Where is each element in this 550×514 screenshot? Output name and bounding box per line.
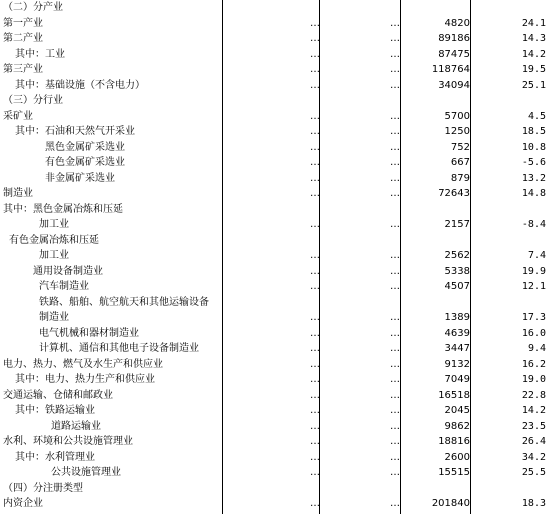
row-label: （三）分行业 — [3, 95, 63, 106]
cell-value: … — [310, 48, 320, 60]
cell-value: … — [310, 281, 320, 292]
table-row — [0, 343, 550, 359]
cell-value: 26.4 — [521, 436, 546, 447]
cell-value: … — [310, 436, 320, 447]
cell-value: … — [390, 467, 400, 478]
cell-value: … — [310, 389, 320, 401]
cell-value: … — [390, 389, 400, 401]
cell-value: 72643 — [438, 188, 470, 199]
cell-value: -5.6 — [521, 157, 546, 168]
cell-value: … — [390, 374, 400, 385]
cell-value: 14.2 — [521, 405, 546, 416]
table-row — [0, 405, 550, 421]
cell-value: … — [310, 110, 320, 122]
cell-value: 4507 — [444, 281, 470, 292]
table-row — [0, 142, 550, 158]
cell-value: 667 — [450, 157, 470, 168]
row-label: 交通运输、仓储和邮政业 — [3, 389, 113, 401]
row-label: 制造业 — [3, 188, 33, 199]
row-label: 加工业 — [39, 250, 69, 261]
table-row — [0, 33, 550, 49]
cell-value: … — [310, 343, 320, 354]
cell-value: 12.1 — [521, 281, 546, 292]
cell-value: … — [390, 451, 400, 463]
row-label: 第三产业 — [3, 64, 43, 75]
row-label: 加工业 — [39, 219, 69, 230]
cell-value: … — [310, 358, 320, 370]
cell-value: 3447 — [444, 343, 470, 354]
cell-value: … — [390, 172, 400, 184]
cell-value: 19.5 — [521, 64, 546, 75]
table-row — [0, 374, 550, 390]
cell-value: 4639 — [444, 327, 470, 339]
table-row — [0, 436, 550, 452]
table-row — [0, 328, 550, 344]
cell-value: 14.3 — [521, 33, 546, 44]
table-row — [0, 173, 550, 189]
row-label: 第一产业 — [3, 17, 43, 29]
table-row — [0, 452, 550, 468]
row-label: 其中：基础设施（不含电力） — [15, 79, 145, 91]
cell-value: … — [310, 64, 320, 75]
row-label: 有色金属冶炼和压延 — [9, 234, 99, 246]
row-label: 其中：石油和天然气开采业 — [15, 126, 135, 137]
cell-value: 18816 — [438, 436, 470, 447]
cell-value: … — [390, 405, 400, 416]
cell-value: … — [390, 33, 400, 44]
cell-value: … — [310, 250, 320, 261]
row-label: 内资企业 — [3, 498, 43, 509]
table-row — [0, 2, 550, 18]
row-label: 第二产业 — [3, 33, 43, 44]
table-row — [0, 64, 550, 80]
cell-value: 1250 — [444, 126, 470, 137]
cell-value: 25.5 — [521, 467, 546, 478]
cell-value: … — [310, 405, 320, 416]
table-row — [0, 49, 550, 65]
table-row — [0, 95, 550, 111]
cell-value: 18.3 — [521, 498, 546, 509]
cell-value: 19.0 — [521, 374, 546, 385]
row-label: 黑色金属矿采选业 — [45, 141, 125, 153]
cell-value: 89186 — [438, 33, 470, 44]
cell-value: 10.8 — [521, 141, 546, 153]
cell-value: 15515 — [438, 467, 470, 478]
cell-value: … — [390, 250, 400, 261]
cell-value: 2600 — [444, 451, 470, 463]
row-label: （四）分注册类型 — [3, 482, 83, 494]
cell-value: … — [390, 281, 400, 292]
cell-value: 5338 — [444, 265, 470, 277]
cell-value: … — [310, 374, 320, 385]
row-label: 其中：电力、热力生产和供应业 — [15, 374, 155, 385]
table-row — [0, 157, 550, 173]
cell-value: … — [310, 312, 320, 323]
cell-value: … — [310, 126, 320, 137]
table-row — [0, 359, 550, 375]
cell-value: … — [390, 48, 400, 60]
row-label: 其中：黑色金属冶炼和压延 — [3, 203, 123, 215]
cell-value: 2045 — [444, 405, 470, 416]
cell-value: … — [310, 157, 320, 168]
cell-value: … — [390, 420, 400, 432]
cell-value: 34094 — [438, 79, 470, 91]
cell-value: 13.2 — [521, 172, 546, 184]
cell-value: 24.1 — [521, 17, 546, 29]
table-row — [0, 126, 550, 142]
row-label: 电力、热力、燃气及水生产和供应业 — [3, 358, 163, 370]
table-row — [0, 111, 550, 127]
cell-value: 16518 — [438, 389, 470, 401]
cell-value: 25.1 — [521, 79, 546, 91]
row-label: 汽车制造业 — [39, 281, 89, 292]
cell-value: 879 — [450, 172, 470, 184]
cell-value: 2562 — [444, 250, 470, 261]
table-row — [0, 498, 550, 514]
cell-value: … — [310, 451, 320, 463]
cell-value: 22.8 — [521, 389, 546, 401]
row-label: 有色金属矿采选业 — [45, 157, 125, 168]
table-row — [0, 219, 550, 235]
cell-value: … — [390, 358, 400, 370]
cell-value: … — [390, 265, 400, 277]
table-row — [0, 421, 550, 437]
table-row — [0, 281, 550, 297]
cell-value: … — [390, 498, 400, 509]
cell-value: 87475 — [438, 48, 470, 60]
row-label: 制造业 — [39, 312, 69, 323]
table-row — [0, 483, 550, 499]
cell-value: … — [390, 64, 400, 75]
cell-value: 5700 — [444, 110, 470, 122]
cell-value: 18.5 — [521, 126, 546, 137]
cell-value: 201840 — [431, 498, 470, 509]
row-label: 通用设备制造业 — [33, 265, 103, 277]
table-row — [0, 204, 550, 220]
cell-value: … — [390, 17, 400, 29]
row-label: （二）分产业 — [3, 2, 63, 13]
cell-value: … — [310, 219, 320, 230]
cell-value: … — [390, 219, 400, 230]
table-row — [0, 297, 550, 313]
cell-value: … — [310, 141, 320, 153]
cell-value: … — [310, 420, 320, 432]
cell-value: … — [310, 17, 320, 29]
table-row — [0, 266, 550, 282]
cell-value: … — [310, 33, 320, 44]
row-label: 非金属矿采选业 — [45, 172, 115, 184]
cell-value: -8.4 — [521, 219, 546, 230]
cell-value: 4820 — [444, 17, 470, 29]
cell-value: 9.4 — [527, 343, 546, 354]
row-label: 铁路、船舶、航空航天和其他运输设备 — [39, 296, 209, 308]
cell-value: … — [310, 498, 320, 509]
cell-value: 14.2 — [521, 48, 546, 60]
cell-value: … — [390, 312, 400, 323]
cell-value: … — [390, 436, 400, 447]
cell-value: … — [390, 343, 400, 354]
cell-value: 1389 — [444, 312, 470, 323]
cell-value: 16.2 — [521, 358, 546, 370]
cell-value: 4.5 — [527, 110, 546, 122]
table-row — [0, 467, 550, 483]
table-row — [0, 250, 550, 266]
cell-value: … — [390, 327, 400, 339]
cell-value: 34.2 — [521, 451, 546, 463]
row-label: 公共设施管理业 — [51, 467, 121, 478]
cell-value: … — [390, 157, 400, 168]
cell-value: … — [310, 188, 320, 199]
cell-value: 9132 — [444, 358, 470, 370]
table-row — [0, 390, 550, 406]
cell-value: 9862 — [444, 420, 470, 432]
row-label: 采矿业 — [3, 110, 33, 122]
row-label: 其中：水利管理业 — [15, 451, 95, 463]
cell-value: 16.0 — [521, 327, 546, 339]
cell-value: … — [390, 110, 400, 122]
table-row — [0, 80, 550, 96]
cell-value: … — [390, 126, 400, 137]
cell-value: 17.3 — [521, 312, 546, 323]
cell-value: 7.4 — [527, 250, 546, 261]
row-label: 电气机械和器材制造业 — [39, 327, 139, 339]
row-label: 道路运输业 — [51, 420, 101, 432]
cell-value: … — [310, 172, 320, 184]
row-label: 其中：铁路运输业 — [15, 405, 95, 416]
table-row — [0, 235, 550, 251]
table-row — [0, 188, 550, 204]
row-label: 其中：工业 — [15, 48, 65, 60]
cell-value: … — [310, 265, 320, 277]
cell-value: … — [310, 79, 320, 91]
cell-value: … — [310, 467, 320, 478]
row-label: 计算机、通信和其他电子设备制造业 — [39, 343, 199, 354]
cell-value: 19.9 — [521, 265, 546, 277]
cell-value: … — [390, 141, 400, 153]
cell-value: 23.5 — [521, 420, 546, 432]
cell-value: 7049 — [444, 374, 470, 385]
cell-value: 2157 — [444, 219, 470, 230]
row-label: 水利、环境和公共设施管理业 — [3, 436, 133, 447]
cell-value: 118764 — [431, 64, 470, 75]
cell-value: … — [390, 79, 400, 91]
table-row — [0, 312, 550, 328]
cell-value: … — [390, 188, 400, 199]
cell-value: 752 — [450, 141, 470, 153]
table-row — [0, 18, 550, 34]
cell-value: … — [310, 327, 320, 339]
cell-value: 14.8 — [521, 188, 546, 199]
